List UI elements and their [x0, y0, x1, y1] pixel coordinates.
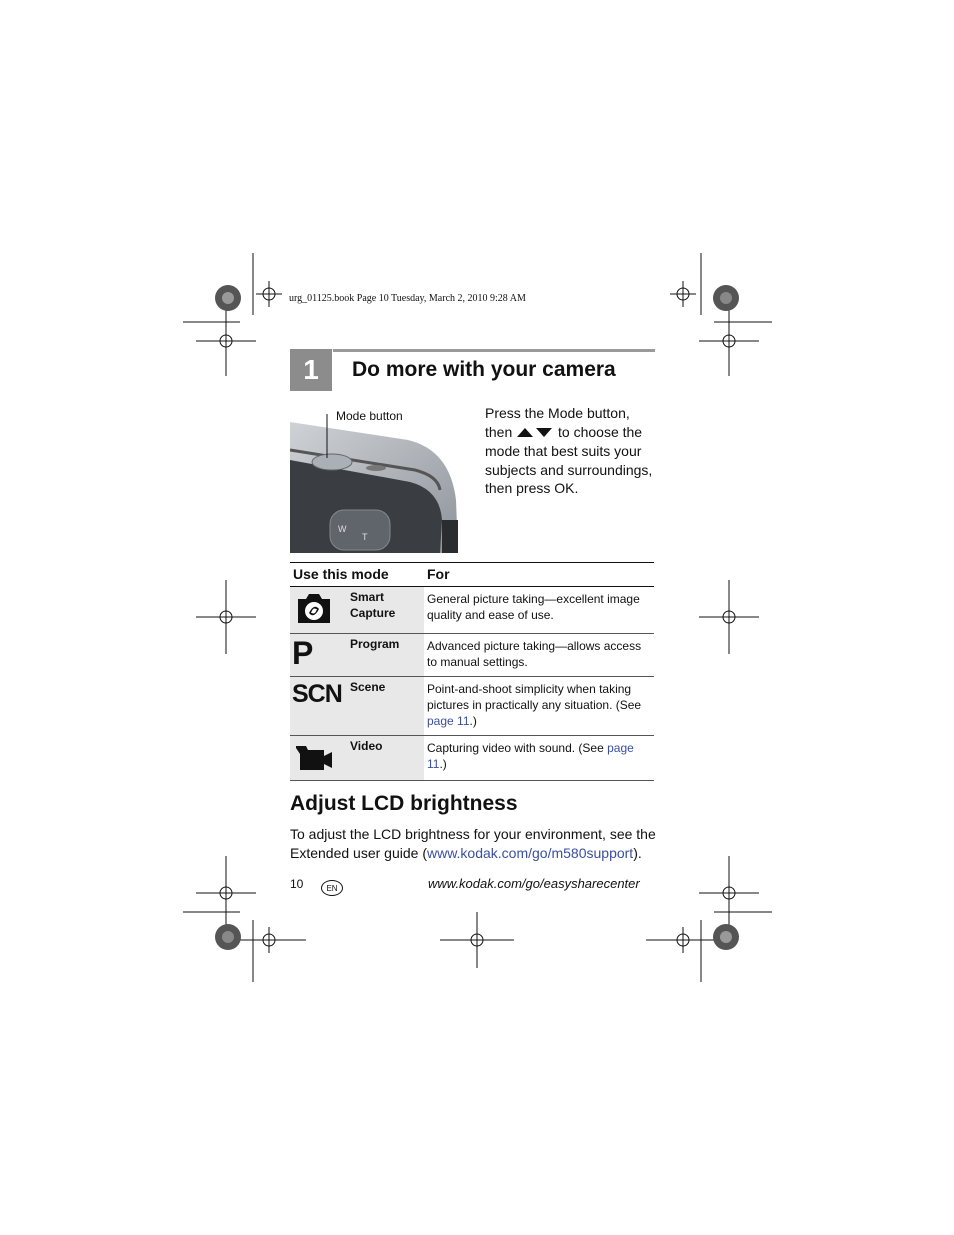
section-text-1: To adjust the LCD brightness for your environment, see the Extended user guide ( — [290, 826, 656, 861]
intro-paragraph — [485, 404, 657, 498]
scene-glyph: SCN — [292, 680, 342, 708]
callout-line — [326, 414, 330, 458]
page-number: 10 — [290, 877, 304, 891]
program-p-icon — [290, 634, 344, 677]
mode-name: Smart Capture — [344, 587, 424, 634]
mode-description-end: .) — [439, 757, 447, 771]
mode-description-text: Point-and-shoot simplicity when taking pictures in practically any situation. (See — [427, 682, 642, 712]
mode-description-text: Advanced picture taking—allows access to manual settings. — [427, 639, 642, 669]
print-slug: urg_01125.book Page 10 Tuesday, March 2, 2010 9:28 AM — [289, 293, 526, 304]
chapter-number: 1 — [290, 349, 332, 391]
video-camera-icon — [290, 736, 344, 781]
mode-description — [424, 736, 654, 781]
mode-description-text: Capturing video with sound. (See — [427, 741, 608, 755]
chapter-rule — [333, 349, 655, 352]
page-link[interactable]: page 11 — [427, 714, 470, 728]
table-row — [290, 736, 654, 781]
mode-description-end: .) — [469, 714, 477, 728]
mode-description-text: General picture taking—excellent image quality and ease of use. — [427, 592, 640, 622]
table-row — [290, 587, 654, 634]
mode-name: Scene — [344, 677, 424, 736]
section-title: Adjust LCD brightness — [290, 792, 518, 815]
svg-text:W: W — [338, 524, 347, 534]
intro-text-1: Press the Mode button, then — [485, 405, 630, 440]
up-down-arrows-icon — [516, 424, 554, 443]
table-header-for: For — [424, 563, 654, 587]
smart-capture-icon — [290, 587, 344, 634]
camera-mode-button-photo — [290, 410, 458, 553]
svg-text:T: T — [362, 532, 368, 542]
table-row — [290, 634, 654, 677]
figure-label: Mode button — [336, 409, 403, 423]
mode-name: Program — [344, 634, 424, 677]
language-badge: EN — [321, 880, 343, 896]
mode-name: Video — [344, 736, 424, 781]
mode-table — [290, 562, 654, 781]
section-paragraph — [290, 825, 660, 862]
support-link[interactable]: www.kodak.com/go/m580support — [426, 844, 634, 861]
mode-description — [424, 677, 654, 736]
table-row — [290, 677, 654, 736]
footer-url[interactable]: www.kodak.com/go/easysharecenter — [428, 876, 640, 891]
table-header-mode: Use this mode — [290, 563, 424, 587]
scene-scn-icon — [290, 677, 344, 736]
intro-text-2: to choose the mode that best suits your subjects and surroundings, then press OK. — [485, 423, 653, 497]
program-glyph: P — [292, 635, 314, 671]
mode-description — [424, 634, 654, 677]
section-text-2: ). — [633, 844, 642, 861]
page-link[interactable]: page 11 — [427, 741, 634, 771]
chapter-title: Do more with your camera — [352, 358, 616, 381]
mode-description — [424, 587, 654, 634]
